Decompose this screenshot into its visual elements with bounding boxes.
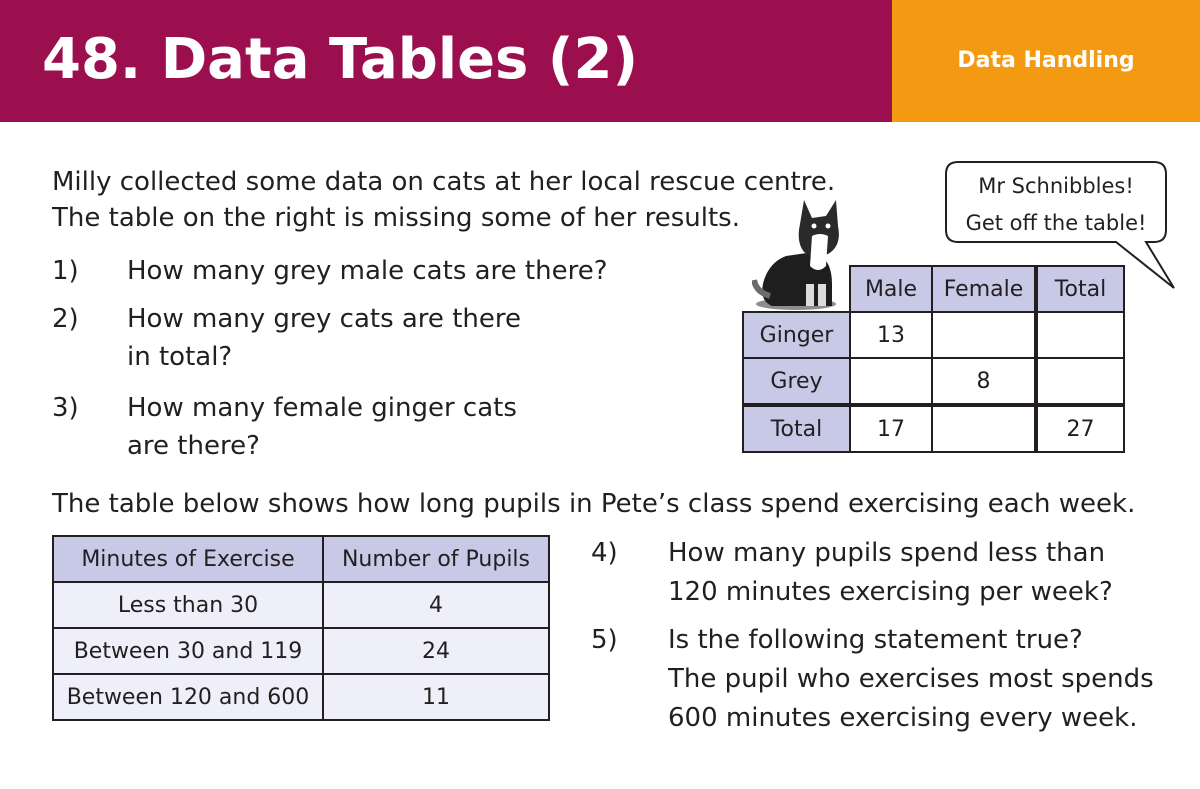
question-4-number: 4): [591, 538, 618, 568]
table-cell: Between 30 and 119: [53, 628, 323, 674]
question-5-text-line-2: The pupil who exercises most spends: [668, 664, 1154, 694]
topic-label: Data Handling: [957, 48, 1135, 73]
table-cell: 17: [850, 405, 932, 452]
speech-line-1: Mr Schnibbles!: [978, 174, 1134, 198]
table-cell: [932, 405, 1036, 452]
table-cell: 11: [323, 674, 549, 720]
question-5-text-line-3: 600 minutes exercising every week.: [668, 703, 1138, 733]
table-cell: Less than 30: [53, 582, 323, 628]
question-4-text-line-1: How many pupils spend less than: [668, 538, 1106, 568]
speech-bubble-text: [952, 168, 1160, 242]
table-row: [743, 312, 1124, 358]
table-row: [53, 674, 549, 720]
page-title: 48. Data Tables (2): [42, 27, 639, 92]
question-3-text-line-2: are there?: [127, 431, 260, 461]
table-corner: [743, 266, 850, 312]
table-row: [743, 405, 1124, 452]
question-2-text-line-1: How many grey cats are there: [127, 304, 521, 334]
table-cell: 24: [323, 628, 549, 674]
column-header-minutes: Minutes of Exercise: [53, 536, 323, 582]
question-5-number: 5): [591, 625, 618, 655]
table-row: [53, 628, 549, 674]
question-2-number: 2): [52, 304, 79, 334]
row-header-grey: Grey: [743, 358, 850, 405]
exercise-intro: The table below shows how long pupils in Pete’s class spend exercising each week.: [52, 489, 1136, 519]
exercise-table: [52, 535, 550, 721]
table-cell: 8: [932, 358, 1036, 405]
row-header-total: Total: [743, 405, 850, 452]
table-row: [743, 266, 1124, 312]
table-cell: [1036, 312, 1124, 358]
table-row: [53, 536, 549, 582]
question-1-text: How many grey male cats are there?: [127, 256, 608, 286]
question-3-number: 3): [52, 393, 79, 423]
table-cell: [850, 358, 932, 405]
column-header-total: Total: [1036, 266, 1124, 312]
table-cell: [932, 312, 1036, 358]
table-cell: Between 120 and 600: [53, 674, 323, 720]
question-3-text-line-1: How many female ginger cats: [127, 393, 517, 423]
question-5-text-line-1: Is the following statement true?: [668, 625, 1083, 655]
question-2-text-line-2: in total?: [127, 342, 233, 372]
intro-line-1: Milly collected some data on cats at her local rescue centre.: [52, 167, 836, 197]
column-header-male: Male: [850, 266, 932, 312]
table-row: [53, 582, 549, 628]
row-header-ginger: Ginger: [743, 312, 850, 358]
table-cell: 27: [1036, 405, 1124, 452]
intro-line-2: The table on the right is missing some of her results.: [52, 203, 740, 233]
column-header-female: Female: [932, 266, 1036, 312]
speech-line-2: Get off the table!: [965, 211, 1147, 235]
question-4-text-line-2: 120 minutes exercising per week?: [668, 577, 1113, 607]
table-cell: 4: [323, 582, 549, 628]
table-row: [743, 358, 1124, 405]
question-1-number: 1): [52, 256, 79, 286]
table-cell: [1036, 358, 1124, 405]
table-cell: 13: [850, 312, 932, 358]
column-header-pupils: Number of Pupils: [323, 536, 549, 582]
cats-table: [742, 265, 1125, 453]
